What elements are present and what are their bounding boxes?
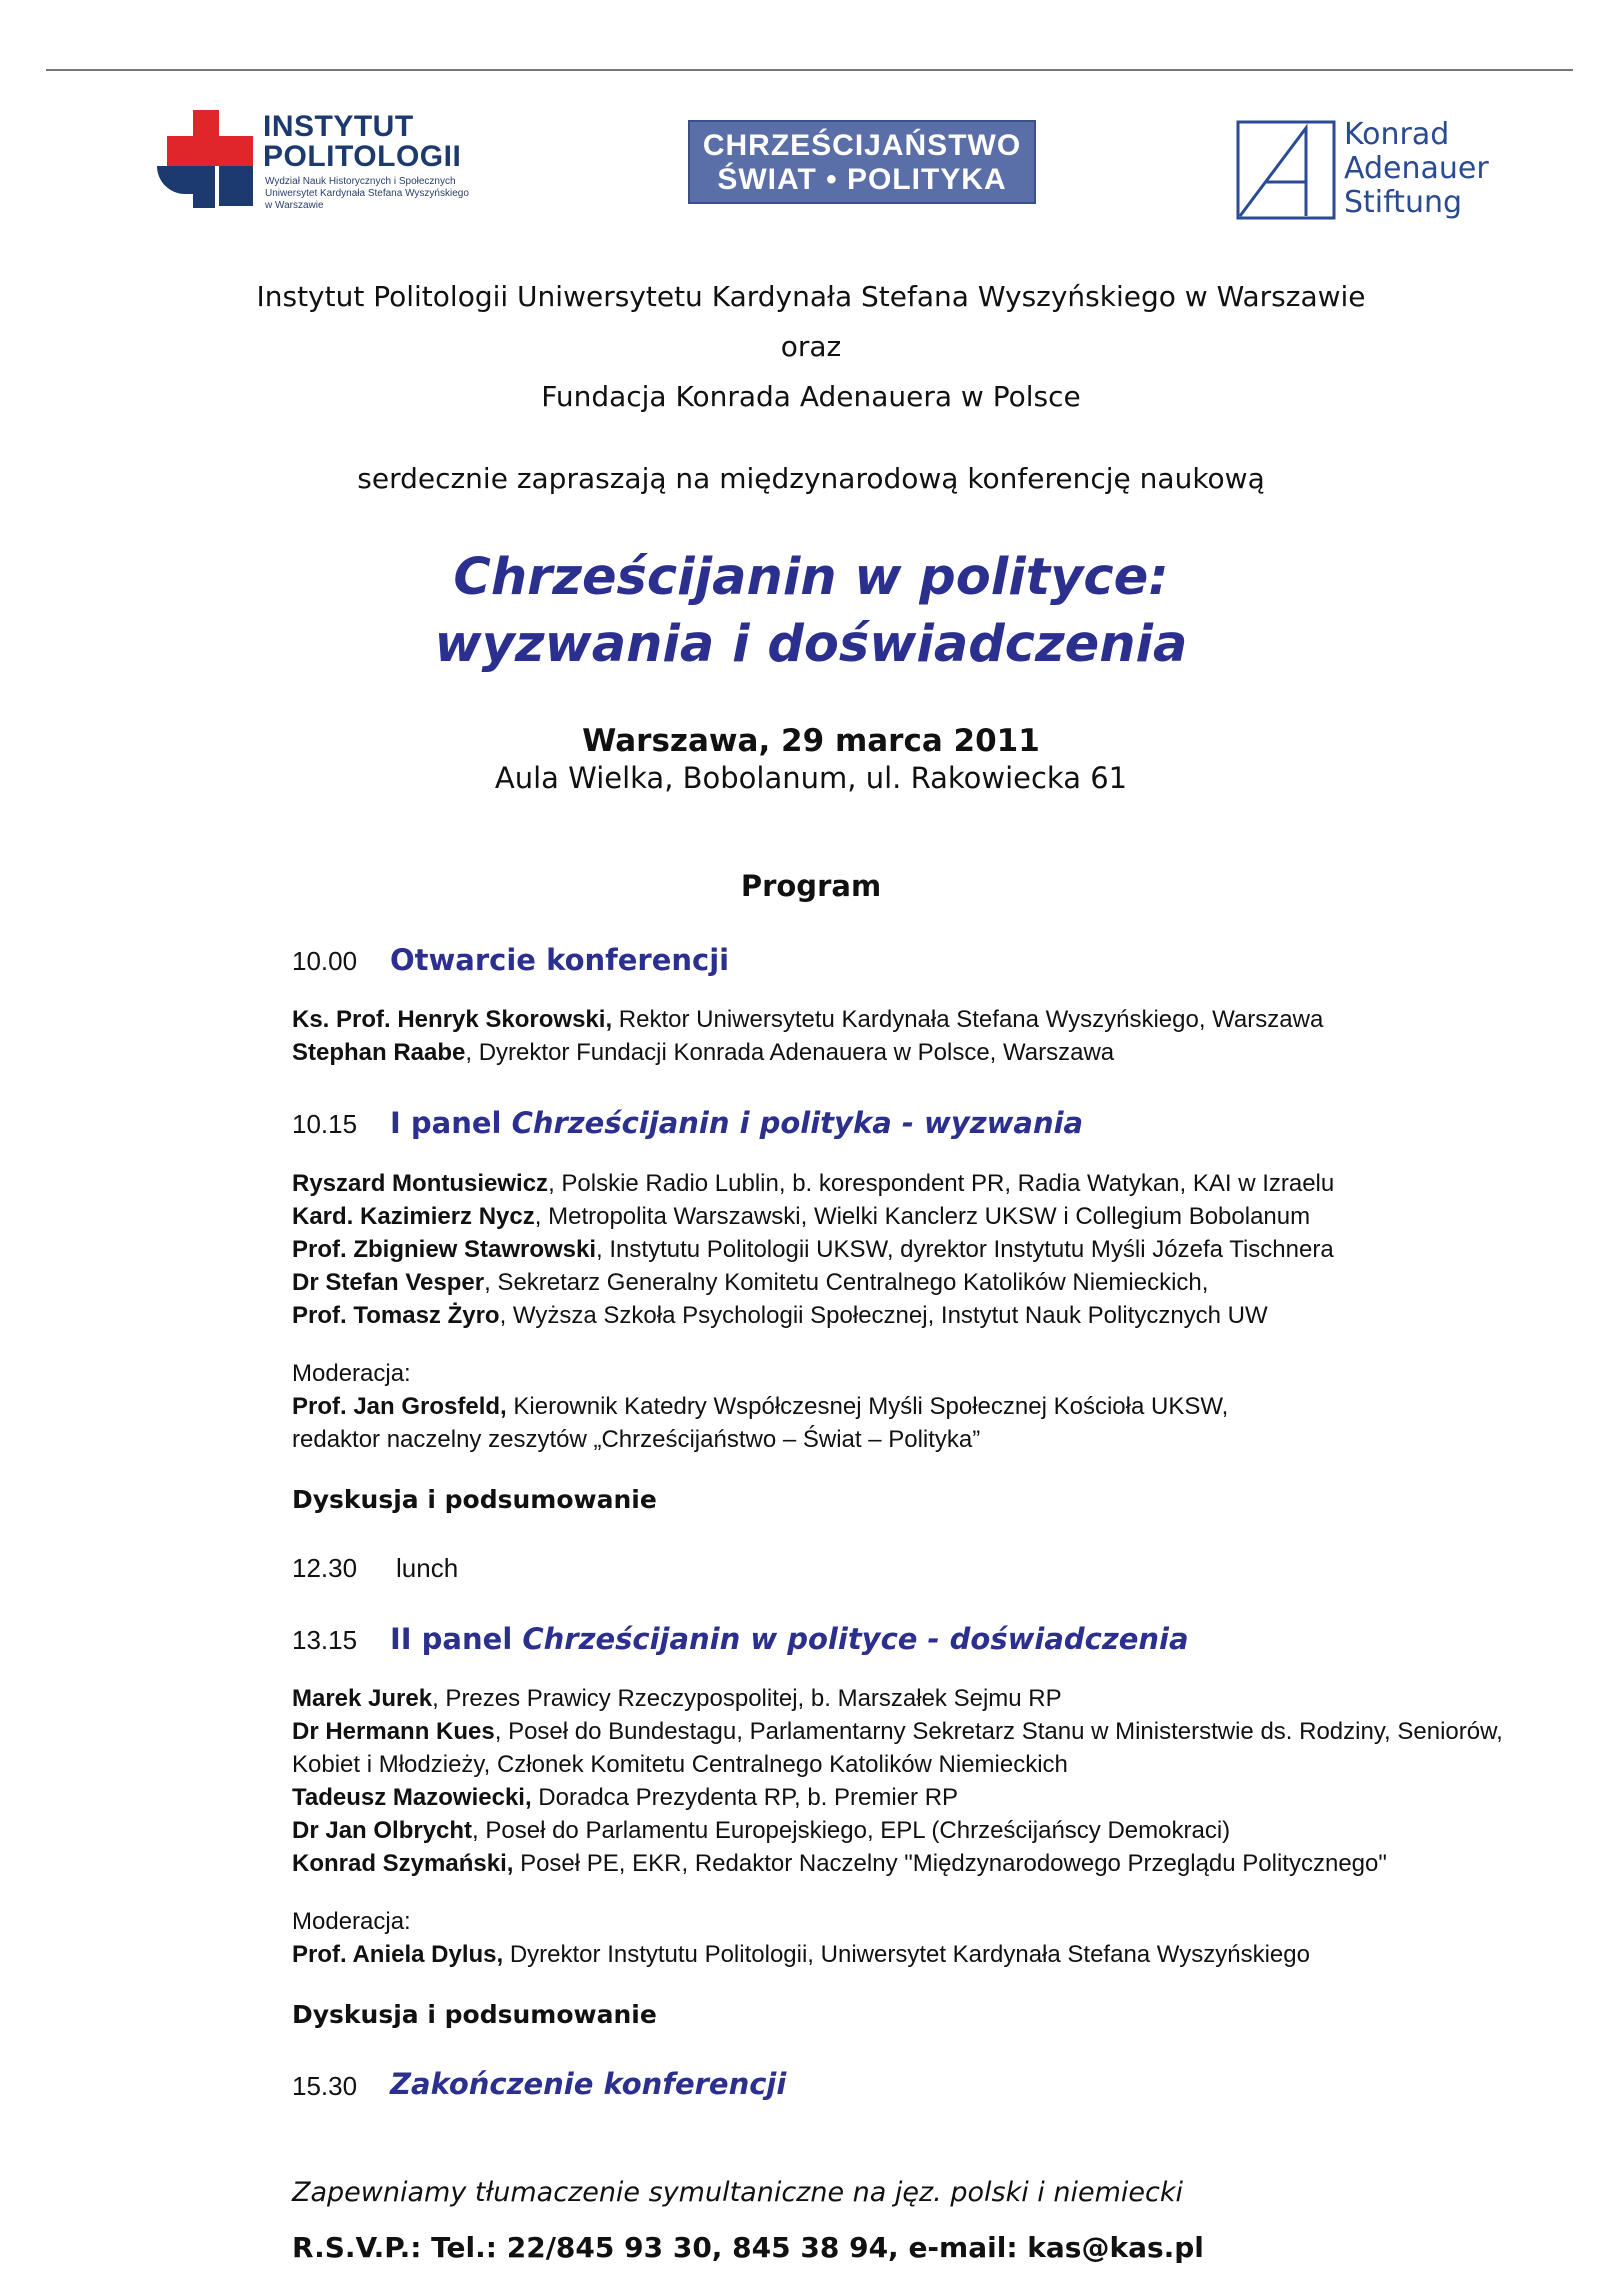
speaker-name: Stephan Raabe <box>292 1039 466 1066</box>
rsvp-contact: R.S.V.P.: Tel.: 22/845 93 30, 845 38 94, e-mail: kas@kas.pl <box>292 2231 1204 2264</box>
moderator-name: Prof. Aniela Dylus, <box>292 1941 504 1968</box>
session-3-topic: Chrześcijanin w polityce - doświadczenia <box>522 1622 1189 1656</box>
top-divider <box>46 69 1573 71</box>
speaker-desc: Poseł PE, EKR, Redaktor Naczelny "Międzynarodowego Przeglądu Politycznego" <box>513 1850 1387 1877</box>
session-3-time: 13.15 <box>292 1625 358 1655</box>
kas-logo-line3: Stiftung <box>1344 185 1463 220</box>
lunch-time: 12.30 <box>292 1553 358 1583</box>
session-3-prefix: II panel <box>390 1622 523 1656</box>
speaker-desc: Rektor Uniwersytetu Kardynała Stefana Wyszyńskiego, Warszawa <box>612 1006 1324 1033</box>
speaker-name: Dr Hermann Kues <box>292 1718 495 1745</box>
discussion-label: Dyskusja i podsumowanie <box>292 1485 657 1514</box>
session-4-time: 15.30 <box>292 2071 358 2101</box>
speaker-line <box>292 1037 1114 1069</box>
speaker-line <box>292 1004 1323 1036</box>
moderator-name: Prof. Jan Grosfeld, <box>292 1393 507 1420</box>
speaker-desc: , Poseł do Parlamentu Europejskiego, EPL (Chrześcijańscy Demokraci) <box>472 1817 1231 1844</box>
speaker-line <box>292 1234 1334 1266</box>
speaker-name: Ks. Prof. Henryk Skorowski, <box>292 1006 613 1033</box>
session-2-title <box>390 1106 1083 1140</box>
session-2-topic: Chrześcijanin i polityka - wyzwania <box>511 1106 1084 1140</box>
speaker-name: Tadeusz Mazowiecki, <box>292 1784 532 1811</box>
lunch-label: lunch <box>396 1553 459 1583</box>
speaker-desc: , Prezes Prawicy Rzeczypospolitej, b. Marszałek Sejmu RP <box>432 1685 1062 1712</box>
speaker-desc: , Wyższa Szkoła Psychologii Społecznej, Instytut Nauk Politycznych UW <box>499 1302 1268 1329</box>
translation-note: Zapewniamy tłumaczenie symultaniczne na jęz. polski i niemiecki <box>292 2177 1183 2208</box>
speaker-name: Konrad Szymański, <box>292 1850 514 1877</box>
instytut-logo-sub2: Uniwersytet Kardynała Stefana Wyszyńskiego <box>265 188 469 199</box>
speaker-desc: , Dyrektor Fundacji Konrada Adenauera w Polsce, Warszawa <box>465 1039 1115 1066</box>
session-4-title: Zakończenie konferencji <box>390 2067 787 2101</box>
kas-logo-line2: Adenauer <box>1344 151 1489 186</box>
instytut-logo-mark-icon <box>157 110 257 210</box>
program-heading: Program <box>740 869 882 903</box>
speaker-desc: , Metropolita Warszawski, Wielki Kanclerz UKSW i Collegium Bobolanum <box>534 1203 1311 1230</box>
speaker-line <box>292 1683 1062 1715</box>
speaker-line <box>292 1749 1068 1781</box>
speaker-line <box>292 1716 1503 1748</box>
speaker-desc: Kobiet i Młodzieży, Członek Komitetu Centralnego Katolików Niemieckich <box>292 1751 1068 1778</box>
speaker-name: Dr Stefan Vesper <box>292 1269 485 1296</box>
session-2-time: 10.15 <box>292 1109 358 1139</box>
speaker-desc: Doradca Prezydenta RP, b. Premier RP <box>531 1784 959 1811</box>
chrzescijanstwo-logo-line1: CHRZEŚCIJAŃSTWO <box>702 129 1022 162</box>
moderator-desc: Dyrektor Instytutu Politologii, Uniwersytet Kardynała Stefana Wyszyńskiego <box>503 1941 1310 1968</box>
instytut-logo-sub1: Wydział Nauk Historycznych i Społecznych <box>265 176 456 187</box>
instytut-logo-line2: POLITOLOGII <box>263 140 462 173</box>
organizer-2: Fundacja Konrada Adenauera w Polsce <box>541 380 1081 413</box>
speaker-desc: , Sekretarz Generalny Komitetu Centralnego Katolików Niemieckich, <box>484 1269 1209 1296</box>
speaker-desc: , Polskie Radio Lublin, b. korespondent PR, Radia Watykan, KAI w Izraelu <box>548 1170 1335 1197</box>
chrzescijanstwo-logo <box>688 120 1036 204</box>
discussion-label: Dyskusja i podsumowanie <box>292 2000 657 2029</box>
session-1-time: 10.00 <box>292 946 358 976</box>
moderation-label: Moderacja: <box>292 1360 411 1387</box>
moderator-line <box>292 1939 1310 1971</box>
speaker-line <box>292 1848 1387 1880</box>
speaker-line <box>292 1201 1310 1233</box>
conference-date: Warszawa, 29 marca 2011 <box>582 723 1040 759</box>
kas-logo-line1: Konrad <box>1344 117 1450 152</box>
speaker-line <box>292 1782 958 1814</box>
kas-logo-mark-icon <box>1236 120 1336 220</box>
speaker-desc: , Instytutu Politologii UKSW, dyrektor Instytutu Myśli Józefa Tischnera <box>596 1236 1334 1263</box>
session-2-prefix: I panel <box>390 1106 512 1140</box>
instytut-politologii-logo <box>157 106 502 216</box>
speaker-name: Marek Jurek <box>292 1685 433 1712</box>
moderation-label: Moderacja: <box>292 1908 411 1935</box>
speaker-line <box>292 1300 1268 1332</box>
conference-title-line2: wyzwania i doświadczenia <box>434 615 1188 674</box>
chrzescijanstwo-logo-line2: ŚWIAT • POLITYKA <box>717 163 1007 196</box>
session-1-title: Otwarcie konferencji <box>390 943 730 977</box>
session-3-title <box>390 1622 1189 1656</box>
organizer-1: Instytut Politologii Uniwersytetu Kardynała Stefana Wyszyńskiego w Warszawie <box>256 280 1366 313</box>
speaker-line <box>292 1168 1334 1200</box>
conference-venue: Aula Wielka, Bobolanum, ul. Rakowiecka 61 <box>494 761 1128 795</box>
instytut-logo-subtitle <box>265 176 505 212</box>
speaker-line <box>292 1815 1230 1847</box>
speaker-desc: , Poseł do Bundestagu, Parlamentarny Sekretarz Stanu w Ministerstwie ds. Rodziny, Seniorów, <box>494 1718 1503 1745</box>
speaker-name: Ryszard Montusiewicz <box>292 1170 549 1197</box>
speaker-line <box>292 1267 1208 1299</box>
conference-title-line1: Chrześcijanin w polityce: <box>453 548 1169 607</box>
moderator-desc: Kierownik Katedry Współczesnej Myśli Społecznej Kościoła UKSW, <box>506 1393 1229 1420</box>
kas-logo <box>1236 118 1516 224</box>
invitation-line: serdecznie zapraszają na międzynarodową konferencję naukową <box>357 462 1265 495</box>
speaker-name: Dr Jan Olbrycht <box>292 1817 473 1844</box>
instytut-logo-sub3: w Warszawie <box>265 200 324 211</box>
moderator-line-cont: redaktor naczelny zeszytów „Chrześcijaństwo – Świat – Polityka” <box>292 1426 981 1453</box>
speaker-name: Kard. Kazimierz Nycz <box>292 1203 535 1230</box>
moderator-line <box>292 1391 1228 1423</box>
speaker-name: Prof. Tomasz Żyro <box>292 1302 500 1329</box>
speaker-name: Prof. Zbigniew Stawrowski <box>292 1236 597 1263</box>
instytut-logo-line1: INSTYTUT <box>263 110 414 143</box>
organizer-conjunction: oraz <box>780 330 842 363</box>
